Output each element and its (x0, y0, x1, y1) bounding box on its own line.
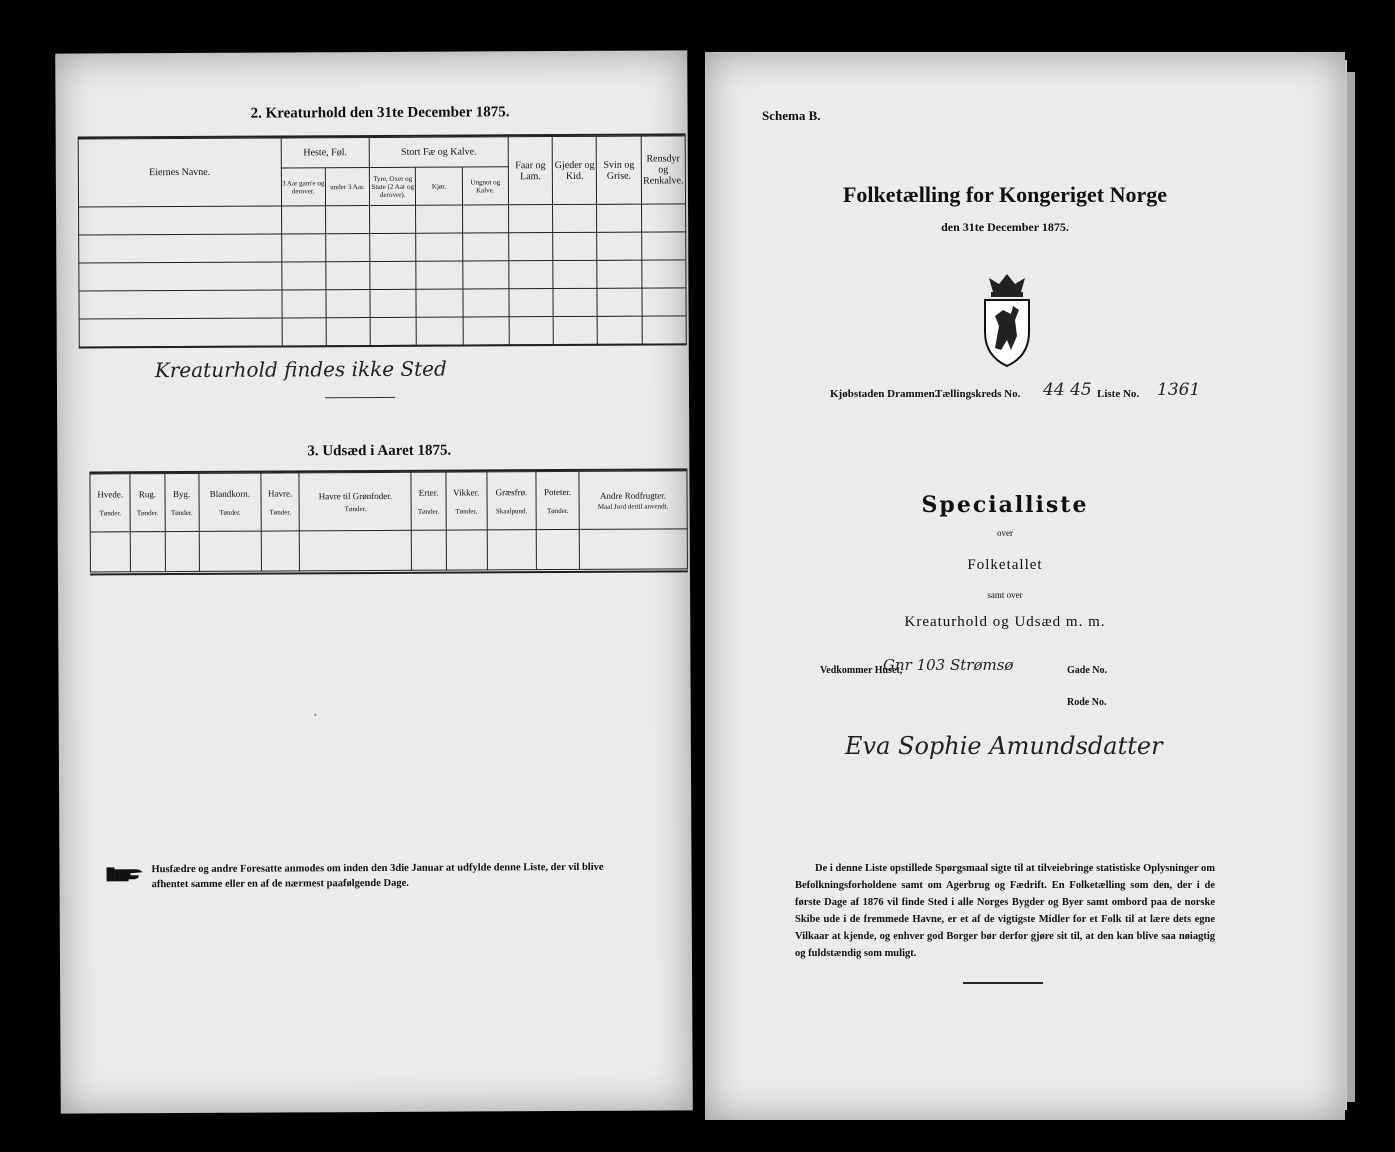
liste-value: 1361 (1157, 380, 1201, 400)
specialliste-heading: Specialliste (921, 492, 1089, 518)
heste-sub1: 3 Aar gam'e og derover. (281, 168, 325, 206)
heste-sub2: under 3 Aar. (325, 168, 369, 206)
section2-title: 2. Kreaturhold den 31te December 1875. (250, 104, 510, 122)
faar-header: Faar og Lam. (508, 137, 553, 205)
livestock-table (78, 135, 687, 347)
fae-sub3: Ungnot og Kalve. (462, 167, 508, 205)
crop-table (89, 470, 688, 572)
table-row (79, 288, 686, 319)
over-label: over (997, 528, 1013, 538)
crop-header-blandkorn: Blandkorn. Tønder. (199, 473, 262, 531)
page-edge (1347, 72, 1355, 1102)
rensdyr-header: Rensdyr og Renkalve. (641, 136, 686, 204)
table-row (79, 316, 686, 347)
table-row (79, 204, 686, 235)
fae-sub1: Tyre, Oxer og Stute (2 Aar og derover). (369, 167, 415, 205)
census-date: den 31te December 1875. (941, 220, 1069, 234)
right-page (705, 52, 1345, 1120)
table-row (90, 529, 687, 572)
table-row (79, 232, 686, 263)
vedkommer-label: Vedkommer Huset, (820, 665, 903, 676)
footer-paragraph: De i denne Liste opstillede Spørgsmaal sigte til at tilveiebringe statistiske Oplysninger om Befolkningsforholdene samt om Agerbrug og Fædrift. En Folketælling som den, der i de første Dage af 1876 vil finde Sted i alle Norges Bygder og Byer samt ombord paa de norske Skibe ude i de fremmede Havne, er et af de vigtigste Midler for et Folk til at lære dets egne Vilkaar at kjende, og enhver god Borger bør derfor gjøre sit til, at den kan blive saa nøiagtig og fuldstændig som muligt. (795, 863, 1215, 959)
crop-header-rug: Rug. Tønder. (130, 474, 164, 532)
owner-header: Eiernes Navne. (78, 138, 281, 207)
crop-header-rodfrugter: Andre Rodfrugter. Maal Jord dertil anvendt. (579, 471, 687, 530)
gade-label: Gade No. (1067, 665, 1107, 676)
samt-over-label: samt over (987, 590, 1023, 600)
crop-header-vikker: Vikker. Tønder. (446, 472, 487, 530)
table-row (79, 260, 686, 291)
vedkommer-value: Gnr 103 Strømsø (883, 656, 1014, 674)
gjeder-header: Gjeder og Kid. (552, 136, 597, 204)
stort-fae-header: Stort Fæ og Kalve. (369, 137, 508, 168)
handwritten-note: Kreaturhold findes ikke Sted (154, 356, 447, 383)
bullet-dot: . (313, 704, 317, 719)
pointing-hand-icon (106, 865, 144, 883)
kreds-value: 44 45 (1043, 380, 1092, 400)
crop-header-graesfro: Græsfrø. Skaalpund. (487, 472, 537, 530)
census-title: Folketælling for Kongeriget Norge (842, 182, 1168, 207)
heste-header: Heste, Føl. (281, 138, 370, 168)
crop-header-hvede: Hvede. Tønder. (90, 474, 131, 532)
left-page (55, 50, 693, 1113)
crop-header-gronfoder: Havre til Grønfoder. Tønder. (299, 472, 412, 531)
kreaturhold-label: Kreaturhold og Udsæd m. m. (904, 614, 1106, 630)
crop-header-erter: Erter. Tønder. (411, 472, 445, 530)
notice-line-1: Husfædre og andre Foresatte anmodes om inden den 3die Januar at udfylde denne Liste, der vil blive (151, 861, 604, 876)
owner-name: Eva Sophie Amundsdatter (845, 732, 1163, 760)
rode-label: Rode No. (1067, 697, 1107, 708)
location-label: Kjøbstaden Drammen. (830, 388, 938, 400)
fae-sub2: Kjør. (416, 167, 462, 205)
crop-header-havre: Havre. Tønder. (261, 473, 299, 531)
notice-line-2: afhentet samme eller en af de nærmest paafølgende Dage. (151, 877, 409, 891)
folketallet-label: Folketallet (967, 557, 1043, 573)
svin-header: Svin og Grise. (597, 136, 642, 204)
crop-header-byg: Byg. Tønder. (164, 473, 198, 531)
section3-title: 3. Udsæd i Aaret 1875. (307, 442, 452, 460)
kreds-label: Tællingskreds No. (935, 388, 1021, 400)
liste-label: Liste No. (1097, 388, 1140, 400)
short-rule (325, 397, 395, 398)
crop-header-poteter: Poteter. Tønder. (536, 471, 579, 529)
schema-label: Schema B. (762, 108, 821, 123)
coat-of-arms-icon (977, 270, 1037, 370)
footer-rule (963, 982, 1043, 984)
